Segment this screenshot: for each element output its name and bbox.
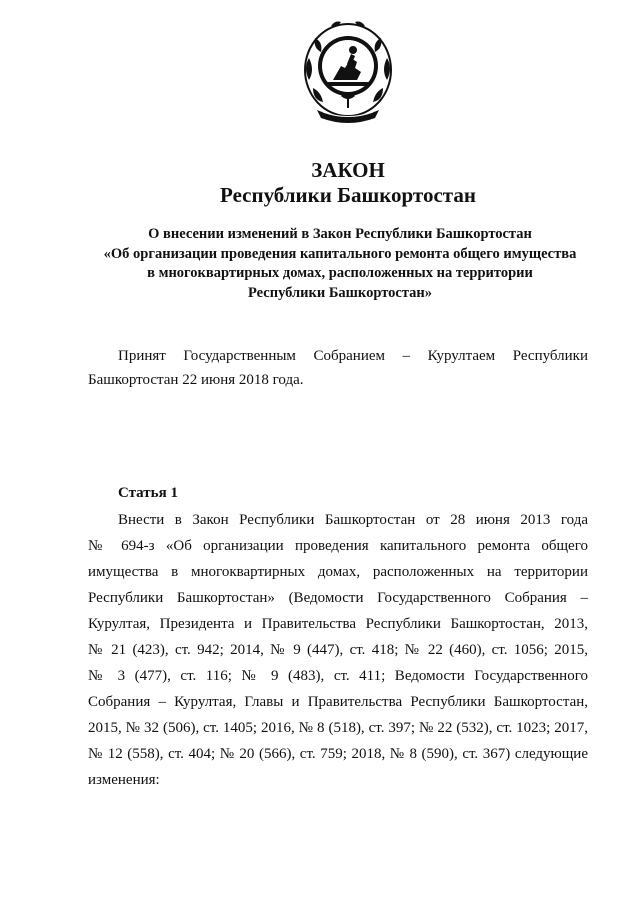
article-line: № 3 (477), ст. 116; № 9 (483), ст. 411; Ведомости Государственного — [88, 668, 588, 684]
adoption-paragraph — [88, 344, 588, 392]
article-line: № 12 (558), ст. 404; № 20 (566), ст. 759; 2018, № 8 (590), ст. 367) следующие — [88, 746, 588, 762]
article-line: изменения: — [88, 772, 160, 788]
article-line: № 21 (423), ст. 942; 2014, № 9 (447), ст. 418; № 22 (460), ст. 1056; 2015, — [88, 642, 588, 658]
article-line: Собрания – Курултая, Главы и Правительства Республики Башкортостан, — [88, 694, 588, 710]
law-title — [90, 225, 590, 303]
adoption-line: Принят Государственным Собранием – Курултаем Республики — [118, 348, 588, 364]
article-line: Курултая, Президента и Правительства Республики Башкортостан, 2013, — [88, 616, 588, 632]
article-line: имущества в многоквартирных домах, расположенных на территории — [88, 564, 588, 580]
law-title-line: «Об организации проведения капитального ремонта общего имущества — [103, 245, 577, 262]
law-title-line: в многоквартирных домах, расположенных на территории — [147, 265, 533, 281]
document-title: ЗАКОН — [311, 158, 385, 182]
article-line: Республики Башкортостан» (Ведомости Государственного Собрания – — [88, 590, 588, 606]
article-heading: Статья 1 — [118, 485, 178, 501]
law-title-line: Республики Башкортостан» — [248, 284, 432, 301]
law-title-line: О внесении изменений в Закон Республики Башкортостан — [148, 226, 532, 242]
coat-of-arms-icon — [303, 18, 393, 128]
article-line: Внести в Закон Республики Башкортостан от 28 июня 2013 года — [118, 512, 588, 528]
article-line: 2015, № 32 (506), ст. 1405; 2016, № 8 (518), ст. 397; № 22 (532), ст. 1023; 2017, — [88, 720, 588, 736]
article-body — [88, 507, 588, 793]
document-subtitle: Республики Башкортостан — [220, 183, 476, 207]
adoption-line: Башкортостан 22 июня 2018 года. — [88, 372, 304, 388]
article-line: № 694-з «Об организации проведения капитального ремонта общего — [88, 538, 588, 554]
